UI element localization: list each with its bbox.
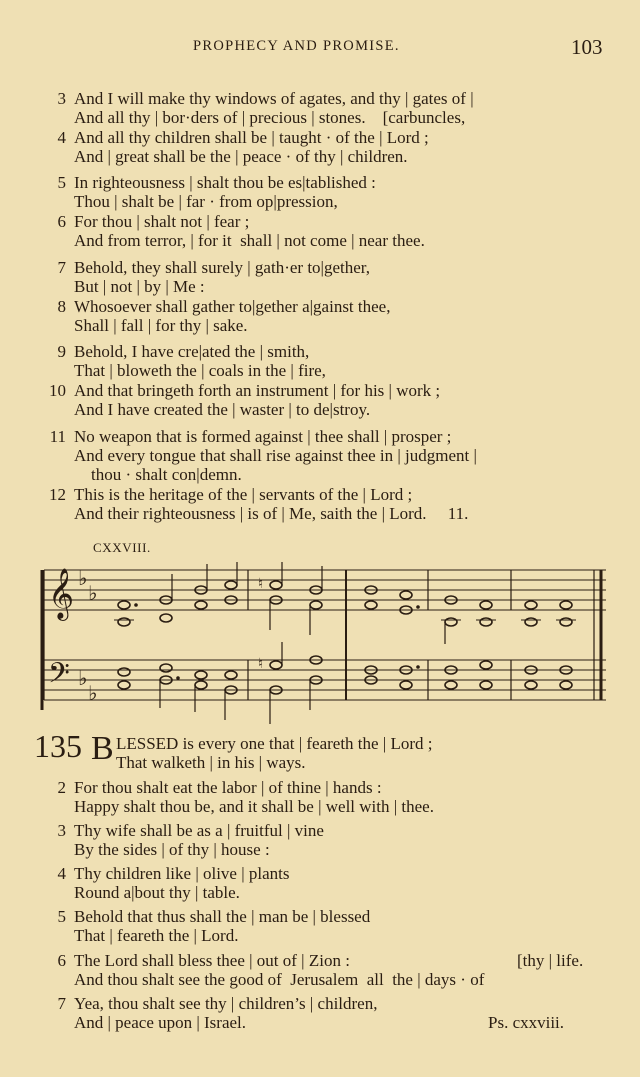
verse-line: Happy shalt thou be, and it shall be | well with | thee. <box>74 797 434 816</box>
verse-number: 4 <box>57 128 66 147</box>
drop-cap: B <box>91 730 114 767</box>
verse-line: And that bringeth forth an instrument | for his | work ; <box>74 381 441 400</box>
verse-line: And thou shalt see the good of Jerusalem all the | days · of <box>74 970 485 989</box>
verse-line: And all thy children shall be | taught · of the | Lord ; <box>74 128 429 147</box>
verse-line: And | great shall be the | peace · of thy | children. <box>74 147 408 166</box>
running-title: PROPHECY AND PROMISE. <box>193 38 400 54</box>
treble-staff <box>44 570 606 610</box>
verse-line: Round a|bout thy | table. <box>74 883 240 902</box>
verse-line: And | peace upon | Israel. <box>74 1013 247 1032</box>
psalm-number: 135 <box>34 728 82 764</box>
source-reference: Ps. cxxviii. <box>488 1013 565 1032</box>
key-signature <box>78 566 97 705</box>
tune-label: CXXVIII. <box>93 540 151 555</box>
verse-line: For thou shalt eat the labor | of thine | hands : <box>74 778 382 797</box>
svg-text:♭: ♭ <box>78 666 88 690</box>
verse-line: Behold, I have cre|ated the | smith, <box>74 342 310 361</box>
bass-clef-icon: 𝄢 <box>48 657 70 697</box>
verse-line: And I have created the | waster | to de|stroy. <box>74 400 371 419</box>
verse-line: This is the heritage of the | servants of the | Lord ; <box>74 485 413 504</box>
verse-number: 9 <box>57 342 66 361</box>
verse-line: And from terror, | for it shall | not come | near thee. <box>74 231 425 250</box>
verse-line: That | bloweth the | coals in the | fire, <box>74 361 326 380</box>
verse-line: And I will make thy windows of agates, and thy | gates of | <box>74 89 474 108</box>
verse-line: Whosoever shall gather to|gether a|gainst thee, <box>74 297 391 316</box>
verse-number: 8 <box>57 297 66 316</box>
verse-line: By the sides | of thy | house : <box>74 840 270 859</box>
verse-line: But | not | by | Me : <box>74 277 205 296</box>
verse-number: 6 <box>57 212 66 231</box>
natural-sign-icon: ♮ <box>258 576 264 592</box>
verse-line: Thy children like | olive | plants <box>74 864 290 883</box>
treble-clef-icon: 𝄞 <box>48 568 75 619</box>
verse-number: 10 <box>49 381 66 400</box>
verse-number: 6 <box>57 951 66 970</box>
verse-line: In righteousness | shalt thou be es|tablished : <box>74 173 376 192</box>
verse-line: That walketh | in his | ways. <box>116 753 306 772</box>
page-header <box>0 35 640 62</box>
verse-number: 2 <box>57 778 66 797</box>
verse-number: 12 <box>49 485 66 504</box>
verse-line: Behold, they shall surely | gath·er to|gether, <box>74 258 370 277</box>
verse-line: The Lord shall bless thee | out of | Zion : <box>74 951 350 970</box>
verse-line: No weapon that is formed against | thee shall | prosper ; <box>74 427 452 446</box>
verse-line: Thy wife shall be as a | fruitful | vine <box>74 821 324 840</box>
chant-score <box>36 560 616 730</box>
verse-line: thou · shalt con|demn. <box>91 465 242 484</box>
verse-line: LESSED is every one that | feareth the | Lord ; <box>116 734 433 753</box>
svg-text:♭: ♭ <box>88 581 98 605</box>
verse-number: 7 <box>57 258 66 277</box>
verse-line: Yea, thou shalt see thy | children’s | children, <box>74 994 378 1013</box>
verse-number: 3 <box>57 89 66 108</box>
bass-staff <box>44 660 606 700</box>
verse-number: 7 <box>57 994 66 1013</box>
verse-line: Behold that thus shall the | man be | blessed <box>74 907 371 926</box>
svg-text:♭: ♭ <box>78 566 88 590</box>
verse-overflow: [thy | life. <box>517 951 584 970</box>
verse-number: 5 <box>57 907 66 926</box>
verse-line: That | feareth the | Lord. <box>74 926 239 945</box>
verse-number: 3 <box>57 821 66 840</box>
verse-number: 4 <box>57 864 66 883</box>
natural-sign-icon: ♮ <box>258 656 264 672</box>
verse-number: 11 <box>49 427 66 446</box>
verse-line: And every tongue that shall rise against thee in | judgment | <box>74 446 477 465</box>
verse-line: And all thy | bor·ders of | precious | stones. [carbuncles, <box>74 108 466 127</box>
verse-number: 5 <box>57 173 66 192</box>
verse-line: And their righteousness | is of | Me, saith the | Lord. 11. <box>74 504 469 523</box>
verse-line: For thou | shalt not | fear ; <box>74 212 250 231</box>
page-number: 103 <box>571 35 603 59</box>
svg-text:♭: ♭ <box>88 681 98 705</box>
verse-line: Thou | shalt be | far · from op|pression, <box>74 192 338 211</box>
verse-line: Shall | fall | for thy | sake. <box>74 316 248 335</box>
